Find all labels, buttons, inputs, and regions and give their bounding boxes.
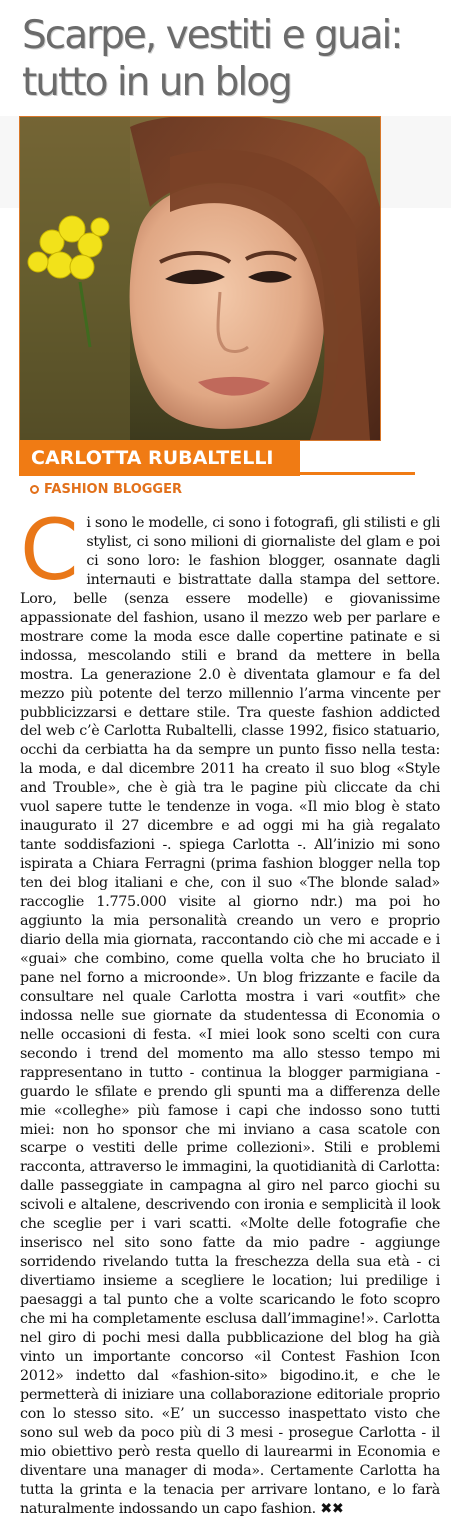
person-name-bar: CARLOTTA RUBALTELLI [19,440,300,476]
article-text: i sono le modelle, ci sono i fotografi, gli stilisti e gli stylist, ci sono milioni di giornaliste del glam e poi ci sono loro: le fashion blogger, osannate dagli internauti e bistrattate dalla stampa del settore. Loro, belle (senza essere modelle) e giovanissime appassionate del fashion, usano il mezzo web per parlare e mostrare come la moda esce dalle copertine patinate e si indossa, mescolando stili e brand da mettere in bella mostra. La generazione 2.0 è diventata glamour e fa del mezzo più potente del terzo millennio l’arma vincente per pubblicizzarsi e dettare stile. Tra queste fashion addicted del web c’è Carlotta Rubaltelli, classe 1992, fisico statuario, occhi da cerbiatta ha da sempre un punto fisso nella testa: la moda, e dal dicembre 2011 ha creato il suo blog «Style and Trouble», che è già tra le pagine più cliccate da chi vuol sapere tutte le tendenze in voga. «Il mio blog è stato inaugurato il 27 dicembre e ad oggi mi ha già regalato tante soddisfazioni -. spiega Carlotta -. All’inizio mi sono ispirata a Chiara Ferragni (prima fashion blogger nella top ten dei blog italiani e che, con il suo «The blonde salad» raccoglie 1.775.000 visite al giorno ndr.) ma poi ho aggiunto la mia personalità creando un vero e proprio diario della mia giornata, raccontando ciò che mi accade e i «guai» che combino, come quella volta che ho bruciato il pane nel forno a microonde». Un blog frizzante e facile da consultare nel quale Carlotta mostra i vari «outfit» che indossa nelle sue giornate da studentessa di Economia o nelle occasioni di festa. «I miei look sono scelti con cura secondo i trend del momento ma allo stesso tempo mi rappresentano in tutto - continua la blogger parmigiana - guardo le sfilate e prendo gli spunti ma a differenza delle mie «colleghe» più famose i capi che indosso sono tutti miei: non ho sponsor che mi inviano a casa scatole con scarpe o vestiti delle prime collezioni». Stili e problemi racconta, attraverso le immagini, la quotidianità di Carlotta: dalle passeggiate in campagna al giro nel parco giochi su scivoli e altalene, descrivendo con ironia e semplicità il look che sceglie per i vari scatti. «Molte delle fotografie che inserisco nel sito sono fatte da mio padre - aggiunge sorridendo rivelando tutta la freschezza della sua età - ci divertiamo insieme a scegliere le location; lui predilige i paesaggi a tal punto che a volte scaricando le foto scopro che mi ha completamente esclusa dall’immagine!». Carlotta nel giro di pochi mesi dalla pubblicazione del blog ha già vinto un importante concorso «il Contest Fashion Icon 2012» indetto dal «fashion-sito» bigodino.it, e che le permetterà di iniziare una collaborazione editoriale proprio con lo stesso sito. «E’ un successo inaspettato visto che sono sul web da poco più di 3 mesi - prosegue Carlotta - il mio obiettivo però resta quello di laurearmi in Economia e diventare una manager di moda». Certamente Carlotta ha tutta la grinta e la tenacia per arrivare lontano, e lo farà naturalmente indossando un capo fashion. [20,515,440,1517]
headline: Scarpe, vestiti e guai: tutto in un blog [22,13,402,105]
portrait-photo [19,116,381,441]
drop-cap: C [20,501,79,599]
end-mark-icon: ✖✖ [320,1500,344,1517]
circle-bullet-icon [30,485,39,494]
role-label [30,482,182,497]
role-text: FASHION BLOGGER [44,482,182,497]
orange-divider [300,472,415,475]
article-body [20,501,440,1519]
